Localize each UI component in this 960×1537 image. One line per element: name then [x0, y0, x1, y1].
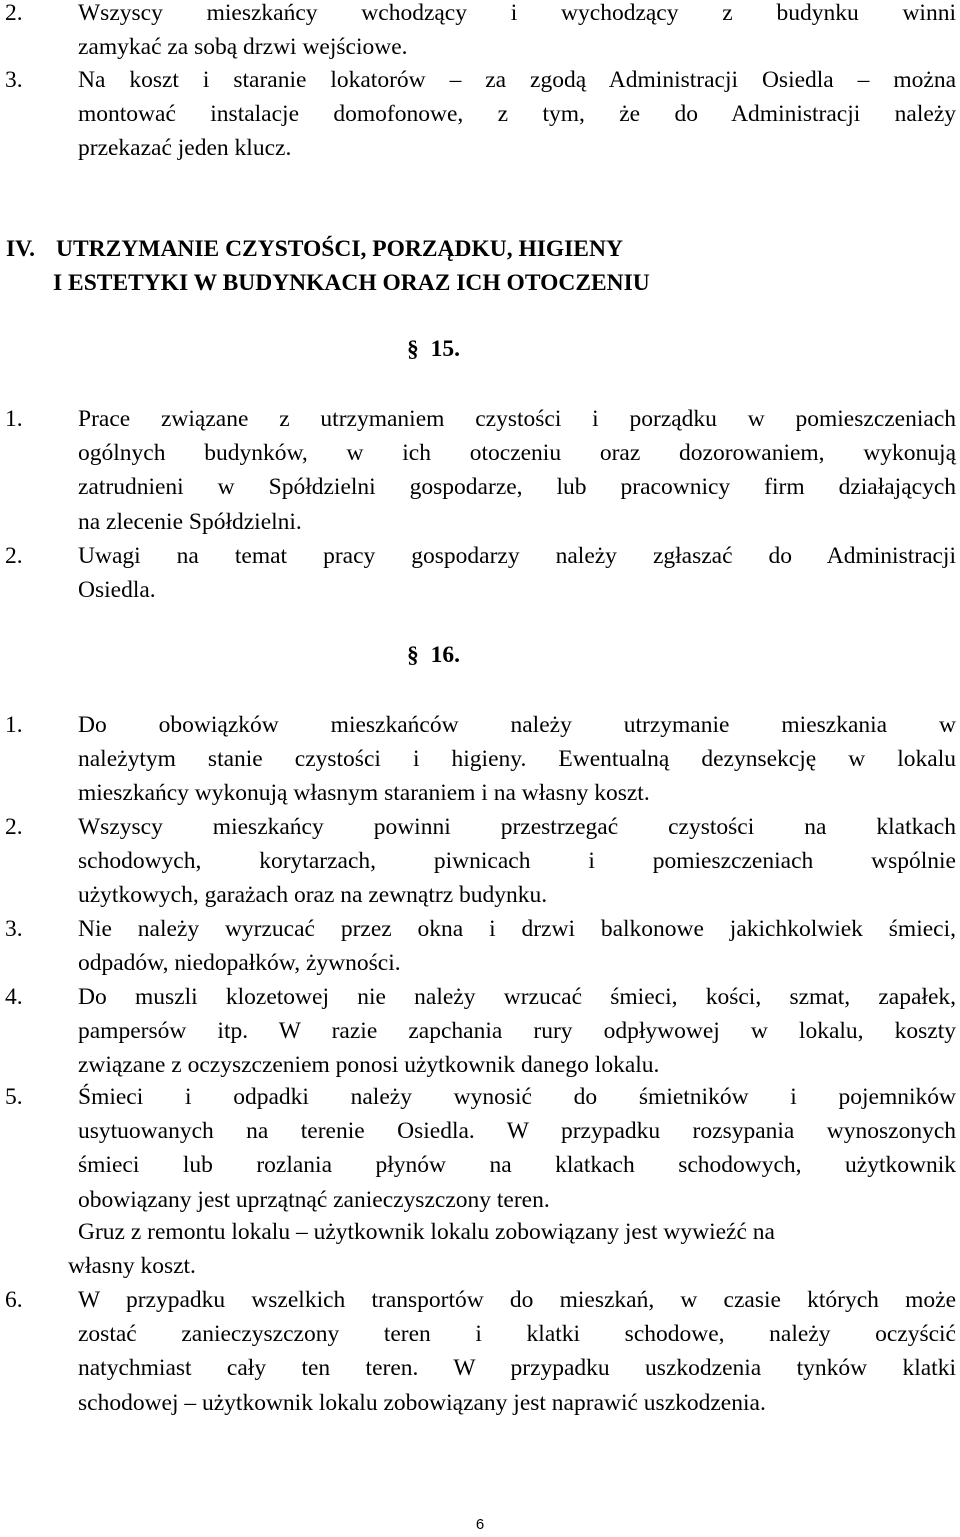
list-item-text — [78, 912, 956, 980]
text-line: użytkowych, garażach oraz na zewnątrz budynku. — [78, 882, 548, 909]
list-item-text — [78, 402, 956, 539]
text-line: Wszyscy mieszkańcy wchodzący i wychodzący z budynku winni — [78, 0, 956, 26]
text-line: mieszkańcy wykonują własnym staraniem i na własny koszt. — [78, 780, 650, 807]
text-line: montować instalacje domofonowe, z tym, że do Administracji należy — [78, 101, 956, 128]
text-line: przekazać jeden klucz. — [78, 135, 292, 162]
text-line: obowiązany jest uprzątnąć zanieczyszczony teren. — [78, 1186, 550, 1213]
text-line: pampersów itp. W razie zapchania rury odpływowej w lokalu, koszty — [78, 1018, 956, 1045]
paragraph-16-heading — [407, 642, 460, 669]
paragraph-15-heading — [407, 336, 460, 363]
list-item-number: 2. — [5, 543, 23, 569]
text-line: schodowych, korytarzach, piwnicach i pomieszczeniach wspólnie — [78, 848, 956, 875]
note-continuation: własny koszt. — [68, 1253, 196, 1279]
list-item-text — [78, 1215, 956, 1249]
list-item-text — [78, 63, 956, 166]
text-line: Do muszli klozetowej nie należy wrzucać śmieci, kości, szmat, zapałek, — [78, 984, 956, 1010]
text-line: zostać zanieczyszczony teren i klatki schodowe, należy oczyścić — [78, 1321, 956, 1348]
section-title-line-2: I ESTETYKI W BUDYNKACH ORAZ ICH OTOCZENIU — [53, 270, 650, 296]
text-line: odpadów, niedopałków, żywności. — [78, 950, 401, 977]
list-item-number: 5. — [5, 1084, 23, 1110]
text-line: zatrudnieni w Spółdzielni gospodarze, lub pracownicy firm działających — [78, 474, 956, 501]
section-number: IV. — [6, 236, 35, 262]
list-item-number: 3. — [5, 67, 23, 93]
section-sign-icon: § — [407, 336, 419, 362]
text-line: natychmiast cały ten teren. W przypadku uszkodzenia tynków klatki — [78, 1355, 956, 1382]
list-item-number: 1. — [5, 712, 23, 738]
list-item-number: 2. — [5, 0, 23, 26]
list-item-text — [78, 0, 956, 64]
text-line: na zlecenie Spółdzielni. — [78, 508, 302, 535]
section-title-line-1: UTRZYMANIE CZYSTOŚCI, PORZĄDKU, HIGIENY — [56, 236, 623, 262]
section-sign-icon: § — [407, 642, 419, 668]
text-line: Na koszt i staranie lokatorów – za zgodą Administracji Osiedla – można — [78, 67, 956, 93]
list-item-text — [78, 539, 956, 607]
text-line: śmieci lub rozlania płynów na klatkach schodowych, użytkownik — [78, 1152, 956, 1179]
text-line: należytym stanie czystości i higieny. Ewentualną dezynsekcję w lokalu — [78, 746, 956, 773]
list-item-text — [78, 708, 956, 811]
text-line: zamykać za sobą drzwi wejściowe. — [78, 34, 408, 61]
page-number: 6 — [475, 1516, 485, 1533]
text-line: Wszyscy mieszkańcy powinni przestrzegać czystości na klatkach — [78, 814, 956, 840]
list-item-number: 4. — [5, 984, 23, 1010]
text-line: Nie należy wyrzucać przez okna i drzwi balkonowe jakichkolwiek śmieci, — [78, 916, 956, 942]
text-line: schodowej – użytkownik lokalu zobowiązany jest naprawić uszkodzenia. — [78, 1389, 766, 1416]
text-line: związane z oczyszczeniem ponosi użytkownik danego lokalu. — [78, 1052, 660, 1079]
text-line: ogólnych budynków, w ich otoczeniu oraz dozorowaniem, wykonują — [78, 440, 956, 467]
list-item-text — [78, 1283, 956, 1420]
list-item-text — [78, 810, 956, 913]
text-line: W przypadku wszelkich transportów do mieszkań, w czasie których może — [78, 1287, 956, 1313]
list-item-number: 3. — [5, 916, 23, 942]
text-line: Do obowiązków mieszkańców należy utrzymanie mieszkania w — [78, 712, 956, 738]
list-item-number: 2. — [5, 814, 23, 840]
list-item-number: 6. — [5, 1287, 23, 1313]
list-item-text — [78, 1080, 956, 1217]
list-item-text — [78, 980, 956, 1083]
list-item-number: 1. — [5, 406, 23, 432]
text-line: Uwagi na temat pracy gospodarzy należy zgłaszać do Administracji — [78, 543, 956, 569]
text-line: Osiedla. — [78, 577, 156, 604]
text-line: Prace związane z utrzymaniem czystości i porządku w pomieszczeniach — [78, 406, 956, 432]
paragraph-number: 15. — [430, 336, 460, 362]
text-line: usytuowanych na terenie Osiedla. W przypadku rozsypania wynoszonych — [78, 1118, 956, 1145]
text-line: Gruz z remontu lokalu – użytkownik lokalu zobowiązany jest wywieźć na — [78, 1219, 775, 1245]
paragraph-number: 16. — [430, 642, 460, 668]
text-line: Śmieci i odpadki należy wynosić do śmietników i pojemników — [78, 1084, 956, 1110]
